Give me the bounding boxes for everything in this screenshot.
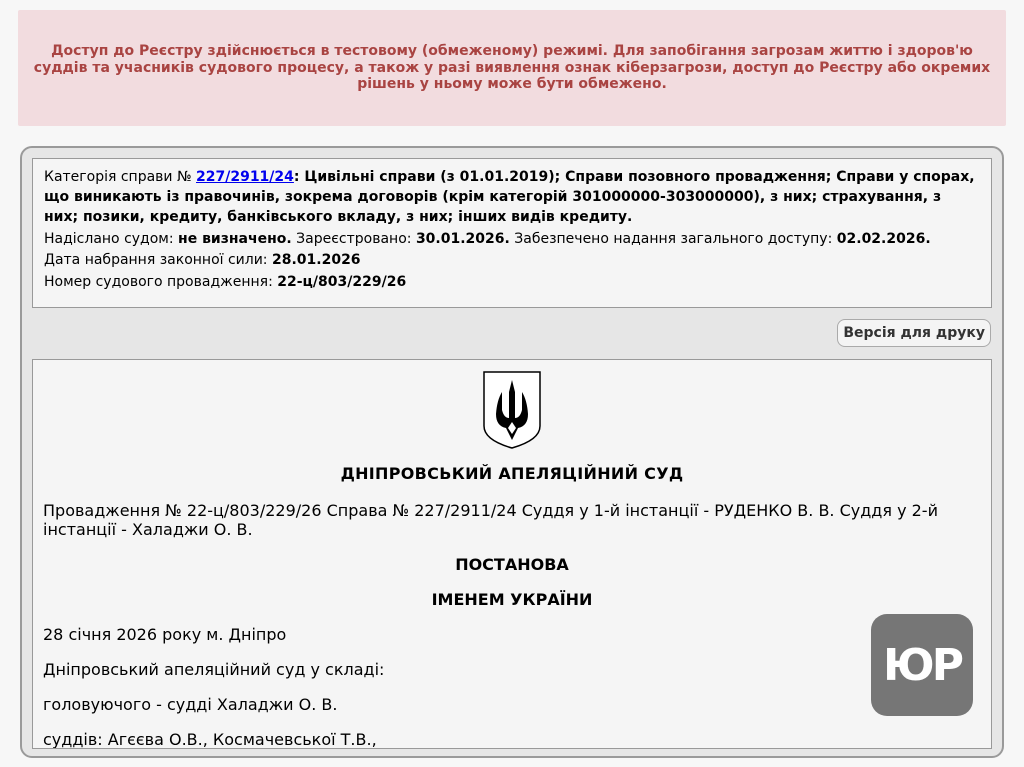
sent-by-value: не визначено.: [178, 230, 292, 247]
registered-value: 30.01.2026.: [415, 230, 510, 247]
case-metadata-panel: [32, 158, 992, 308]
effective-date-row: [44, 250, 980, 270]
access-notice-banner: [18, 10, 1006, 126]
presiding-judge: головуючого - судді Халаджи О. В.: [43, 695, 338, 714]
case-number-link[interactable]: 227/2911/24: [196, 169, 294, 185]
effective-date-value: 28.01.2026: [271, 252, 361, 268]
court-composition: Дніпровський апеляційний суд у складі:: [43, 660, 385, 679]
court-name: ДНІПРОВСЬКИЙ АПЕЛЯЦІЙНИЙ СУД: [340, 464, 684, 483]
sent-by-label: Надіслано судом:: [44, 230, 174, 247]
yur-badge-button[interactable]: [871, 614, 973, 716]
public-access-value: 02.02.2026.: [836, 230, 931, 247]
print-version-button[interactable]: Версія для друку: [837, 319, 991, 347]
case-container: [20, 146, 1004, 758]
yur-logo-icon: ЮР: [883, 639, 961, 691]
public-access-label: Забезпечено надання загального доступу:: [514, 230, 833, 247]
effective-date-label: Дата набрання законної сили:: [44, 252, 268, 268]
decision-subtitle: ІМЕНЕМ УКРАЇНИ: [431, 590, 593, 609]
judges-list: суддів: Агєєва О.В., Космачевської Т.В.,: [43, 730, 377, 749]
case-dates-row: [44, 229, 980, 249]
proceeding-number-row: [44, 272, 980, 292]
decision-title: ПОСТАНОВА: [455, 555, 569, 574]
proceeding-number-value: 22-ц/803/229/26: [277, 273, 407, 290]
proceeding-number-label: Номер судового провадження:: [44, 273, 273, 290]
case-category-label: Категорія справи №: [44, 169, 192, 185]
case-header: Провадження № 22-ц/803/229/26 Справа № 227/2911/24 Суддя у 1-й інстанції - РУДЕНКО В. В. Суддя у 2-й інстанції - Халаджи О. В.: [43, 501, 938, 539]
decision-document: [32, 359, 992, 749]
case-category-row: [44, 167, 980, 227]
access-notice-text: Доступ до Реєстру здійснюється в тестовому (обмеженому) режимі. Для запобігання загрозам життю і здоров'ю суддів та учасників судового процесу, а також у разі виявлення ознак кіберзагрози, доступ до Реєстру або окремих рішень у ньому може бути обмежено.: [33, 43, 991, 93]
decision-date-place: 28 січня 2026 року м. Дніпро: [43, 625, 287, 644]
ukraine-coat-of-arms-icon: [482, 370, 542, 450]
case-category-value: : Цивільні справи (з 01.01.2019); Справи позовного провадження; Справи у спорах, що виникають із правочинів, зокрема договорів (крім категорій 301000000-303000000), з них; страхування, з них; позики, кредиту, банківського вкладу, з них; інших видів кредиту.: [44, 169, 975, 225]
registered-label: Зареєстровано:: [296, 230, 412, 247]
